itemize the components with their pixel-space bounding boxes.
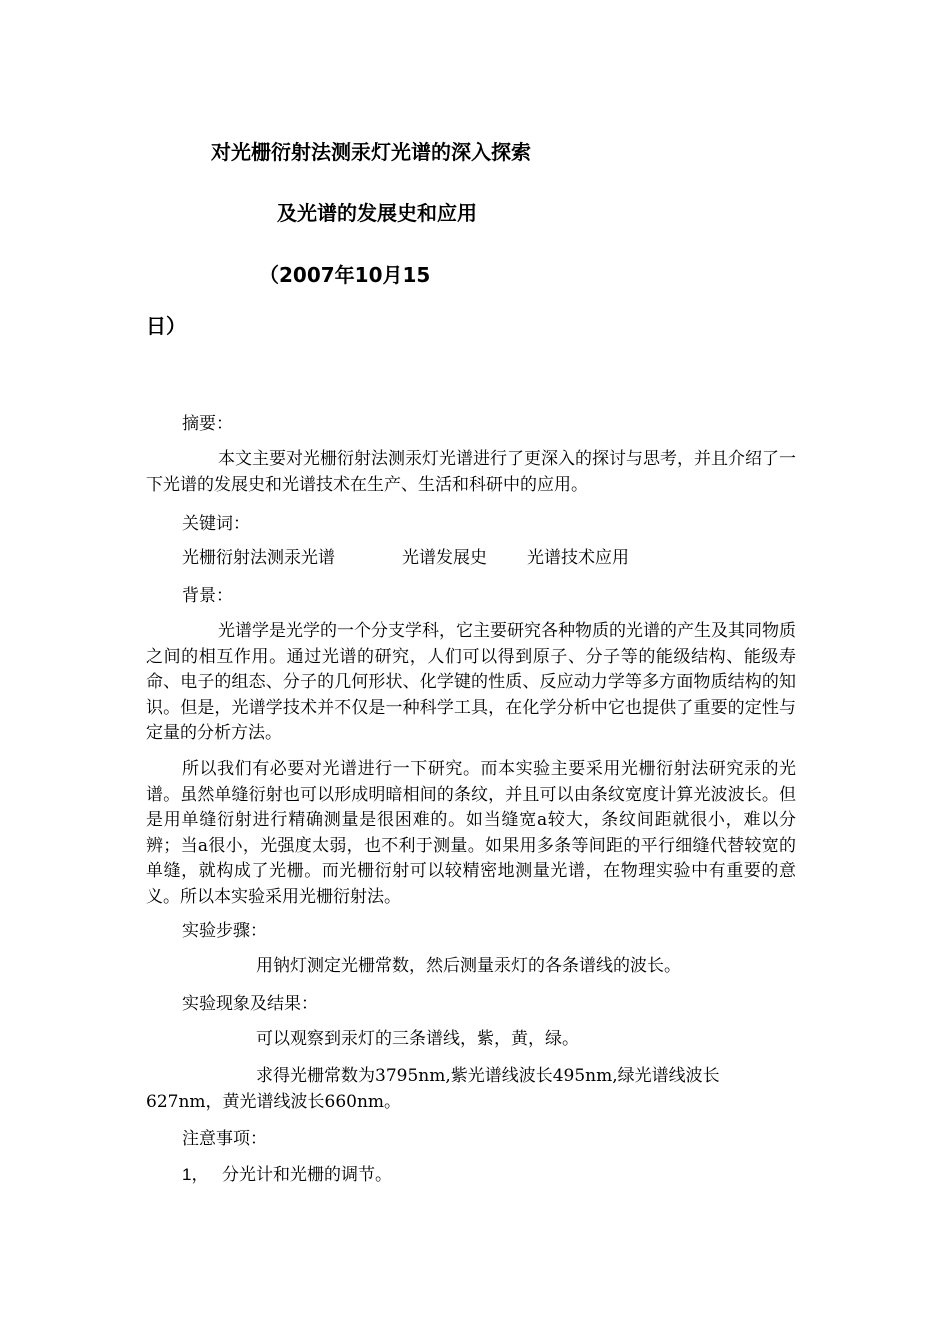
background-paragraph-1: 光谱学是光学的一个分支学科，它主要研究各种物质的光谱的产生及其同物质之间的相互作用。通过光谱的研究，人们可以得到原子、分子等的能级结构、能级寿命、电子的组态、分子的几何形状、化学键的性质、反应动力学等多方面物质结构的知识。但是，光谱学技术并不仅是一种科学工具，在化学分析中它也提供了重要的定性与定量的分析方法。 [146,621,796,743]
notes-item-number: 1， [182,1165,209,1184]
abstract-heading: 摘要： [182,414,233,434]
title-line-1: 对光栅衍射法测汞灯光谱的深入探索 [211,140,531,164]
notes-item-text: 分光计和光栅的调节。 [222,1165,392,1185]
steps-text: 用钠灯测定光栅常数，然后测量汞灯的各条谱线的波长。 [256,956,681,976]
date-line-2: 日） [146,314,186,338]
keyword-item: 光栅衍射法测汞光谱 [182,548,335,568]
abstract-text: 本文主要对光栅衍射法测汞灯光谱进行了更深入的探讨与思考，并且介绍了一下光谱的发展史和光谱技术在生产、生活和科研中的应用。 [146,449,796,495]
results-line-1: 可以观察到汞灯的三条谱线，紫，黄，绿。 [256,1029,579,1049]
results-line-2b: 627nm，黄光谱线波长660nm。 [146,1092,402,1112]
keywords-heading: 关键词： [182,514,250,534]
notes-item-1 [182,1162,392,1189]
keyword-item: 光谱发展史 [402,548,487,568]
background-heading: 背景： [182,586,233,606]
background-paragraph-2: 所以我们有必要对光谱进行一下研究。而本实验主要采用光栅衍射法研究汞的光谱。虽然单缝衍射也可以形成明暗相间的条纹，并且可以由条纹宽度计算光波波长。但是用单缝衍射进行精确测量是很困难的。如当缝宽a较大，条纹间距就很小，难以分辨；当a很小，光强度太弱，也不利于测量。如果用多条等间距的平行细缝代替较宽的单缝，就构成了光栅。而光栅衍射可以较精密地测量光谱，在物理实验中有重要的意义。所以本实验采用光栅衍射法。 [146,759,796,907]
results-line-2a: 求得光栅常数为3795nm,紫光谱线波长495nm,绿光谱线波长 [256,1066,720,1086]
notes-heading: 注意事项： [182,1129,267,1149]
results-heading: 实验现象及结果： [182,994,318,1014]
keyword-item: 光谱技术应用 [527,548,629,568]
title-line-2: 及光谱的发展史和应用 [277,201,477,225]
date-line-1: （2007年10月15 [259,263,431,287]
steps-heading: 实验步骤： [182,921,267,941]
keywords-list [182,546,629,572]
